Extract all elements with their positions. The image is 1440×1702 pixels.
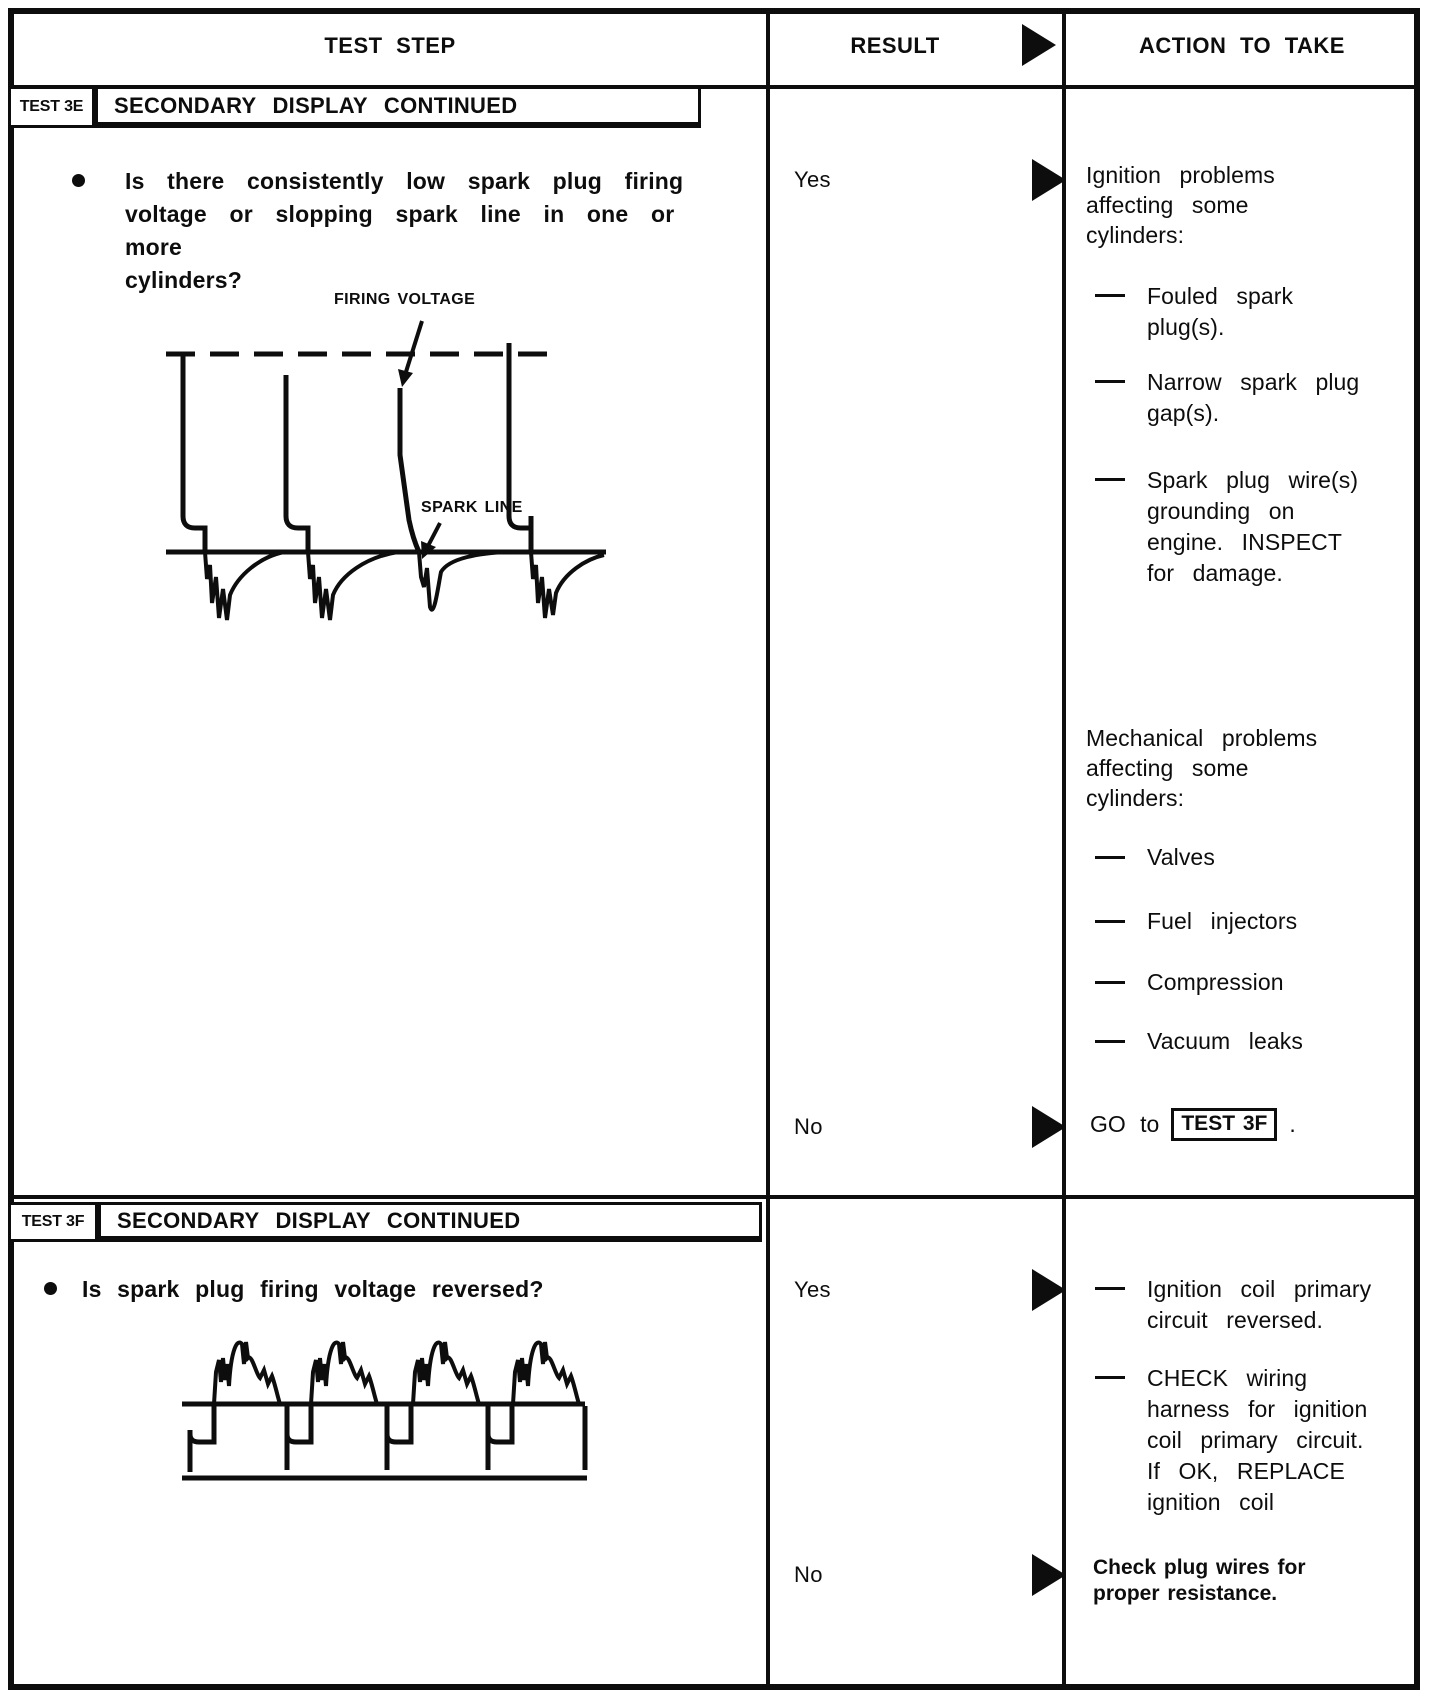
test-3e-question: Is there consistently low spark plug firing voltage or slopping spark line in one or more cylinders? [125, 168, 684, 293]
shelf-0 [190, 1406, 214, 1442]
test-3e-yes-result: Yes [794, 167, 831, 192]
result-header-arrow-icon [1022, 24, 1056, 66]
spark-spike-3-sloped [400, 388, 419, 552]
oscillation-1 [205, 552, 284, 620]
shelf-1 [287, 1406, 311, 1442]
test-3f-question: Is spark plug firing voltage reversed? [82, 1276, 544, 1302]
action-item-vacuum-leaks: Vacuum leaks [1147, 1028, 1303, 1054]
column-divider-action [1062, 8, 1066, 1690]
dash-icon [1095, 981, 1125, 984]
spark-line-label: SPARK LINE [421, 499, 523, 516]
test-3f-tag: TEST 3F [8, 1202, 98, 1242]
secondary-waveform-diagram [150, 285, 630, 635]
go-to-test-3f-action [1090, 1108, 1296, 1141]
firing-voltage-pointer [405, 321, 422, 375]
test-3f-yes-arrow-icon [1032, 1269, 1066, 1311]
oscillation-2 [308, 552, 398, 620]
action-item-grounding-wires: Spark plug wire(s) grounding on engine. INSPECT for damage. [1147, 467, 1359, 586]
test-3e-title: SECONDARY DISPLAY CONTINUED [95, 86, 701, 128]
test-3f-yes-result: Yes [794, 1277, 831, 1302]
spark-spike-2 [286, 375, 308, 552]
bump-group-3 [413, 1342, 479, 1404]
shelf-3 [488, 1406, 512, 1442]
oscillation-3 [419, 552, 507, 610]
bump-group-4 [513, 1342, 579, 1404]
test-3f-no-arrow-icon [1032, 1554, 1066, 1596]
action-item-compression: Compression [1147, 969, 1284, 995]
dash-icon [1095, 856, 1125, 859]
bump-group-1 [214, 1342, 280, 1404]
firing-voltage-label: FIRING VOLTAGE [334, 291, 476, 308]
reversed-waveform-diagram [175, 1322, 595, 1492]
bump-group-2 [311, 1342, 377, 1404]
test-3f-no-result: No [794, 1562, 823, 1587]
spark-spike-1 [183, 355, 205, 552]
action-item-narrow-gap: Narrow spark plug gap(s). [1147, 369, 1360, 426]
spark-line-pointer [428, 523, 440, 546]
oscillation-4 [531, 552, 604, 618]
test-3e-yes-arrow-icon [1032, 159, 1066, 201]
column-header-action: ACTION TO TAKE [1139, 33, 1345, 58]
shelf-2 [387, 1406, 411, 1442]
bullet-icon [44, 1282, 57, 1295]
action-check-plug-wires: Check plug wires for proper resistance. [1093, 1556, 1306, 1605]
go-to-pre-text: GO to [1090, 1111, 1160, 1137]
dash-icon [1095, 478, 1125, 481]
test-3e-tag: TEST 3E [8, 86, 95, 128]
mechanical-problems-intro: Mechanical problems affecting some cylinders: [1086, 725, 1318, 811]
action-item-fuel-injectors: Fuel injectors [1147, 908, 1298, 934]
test-3f-reference-box: TEST 3F [1171, 1108, 1277, 1141]
test-3e-no-result: No [794, 1114, 823, 1139]
dash-icon [1095, 1376, 1125, 1379]
bullet-icon [72, 174, 85, 187]
go-to-post-text: . [1289, 1111, 1296, 1137]
spark-spike-4 [509, 343, 531, 552]
dash-icon [1095, 920, 1125, 923]
action-item-check-harness: CHECK wiring harness for ignition coil primary circuit. If OK, REPLACE ignition coil [1147, 1365, 1368, 1515]
ignition-problems-intro: Ignition problems affecting some cylinders: [1086, 162, 1275, 248]
column-header-result: RESULT [850, 33, 940, 58]
dash-icon [1095, 380, 1125, 383]
row-divider [8, 1195, 1420, 1199]
column-header-test-step: TEST STEP [324, 33, 456, 58]
test-3f-title: SECONDARY DISPLAY CONTINUED [98, 1202, 762, 1242]
column-divider-result [766, 8, 770, 1690]
action-item-valves: Valves [1147, 844, 1215, 870]
action-item-fouled-plugs: Fouled spark plug(s). [1147, 283, 1294, 340]
action-item-coil-reversed: Ignition coil primary circuit reversed. [1147, 1276, 1372, 1333]
dash-icon [1095, 1040, 1125, 1043]
dash-icon [1095, 294, 1125, 297]
firing-voltage-pointer-head [398, 369, 413, 387]
test-3e-no-arrow-icon [1032, 1106, 1066, 1148]
dash-icon [1095, 1287, 1125, 1290]
